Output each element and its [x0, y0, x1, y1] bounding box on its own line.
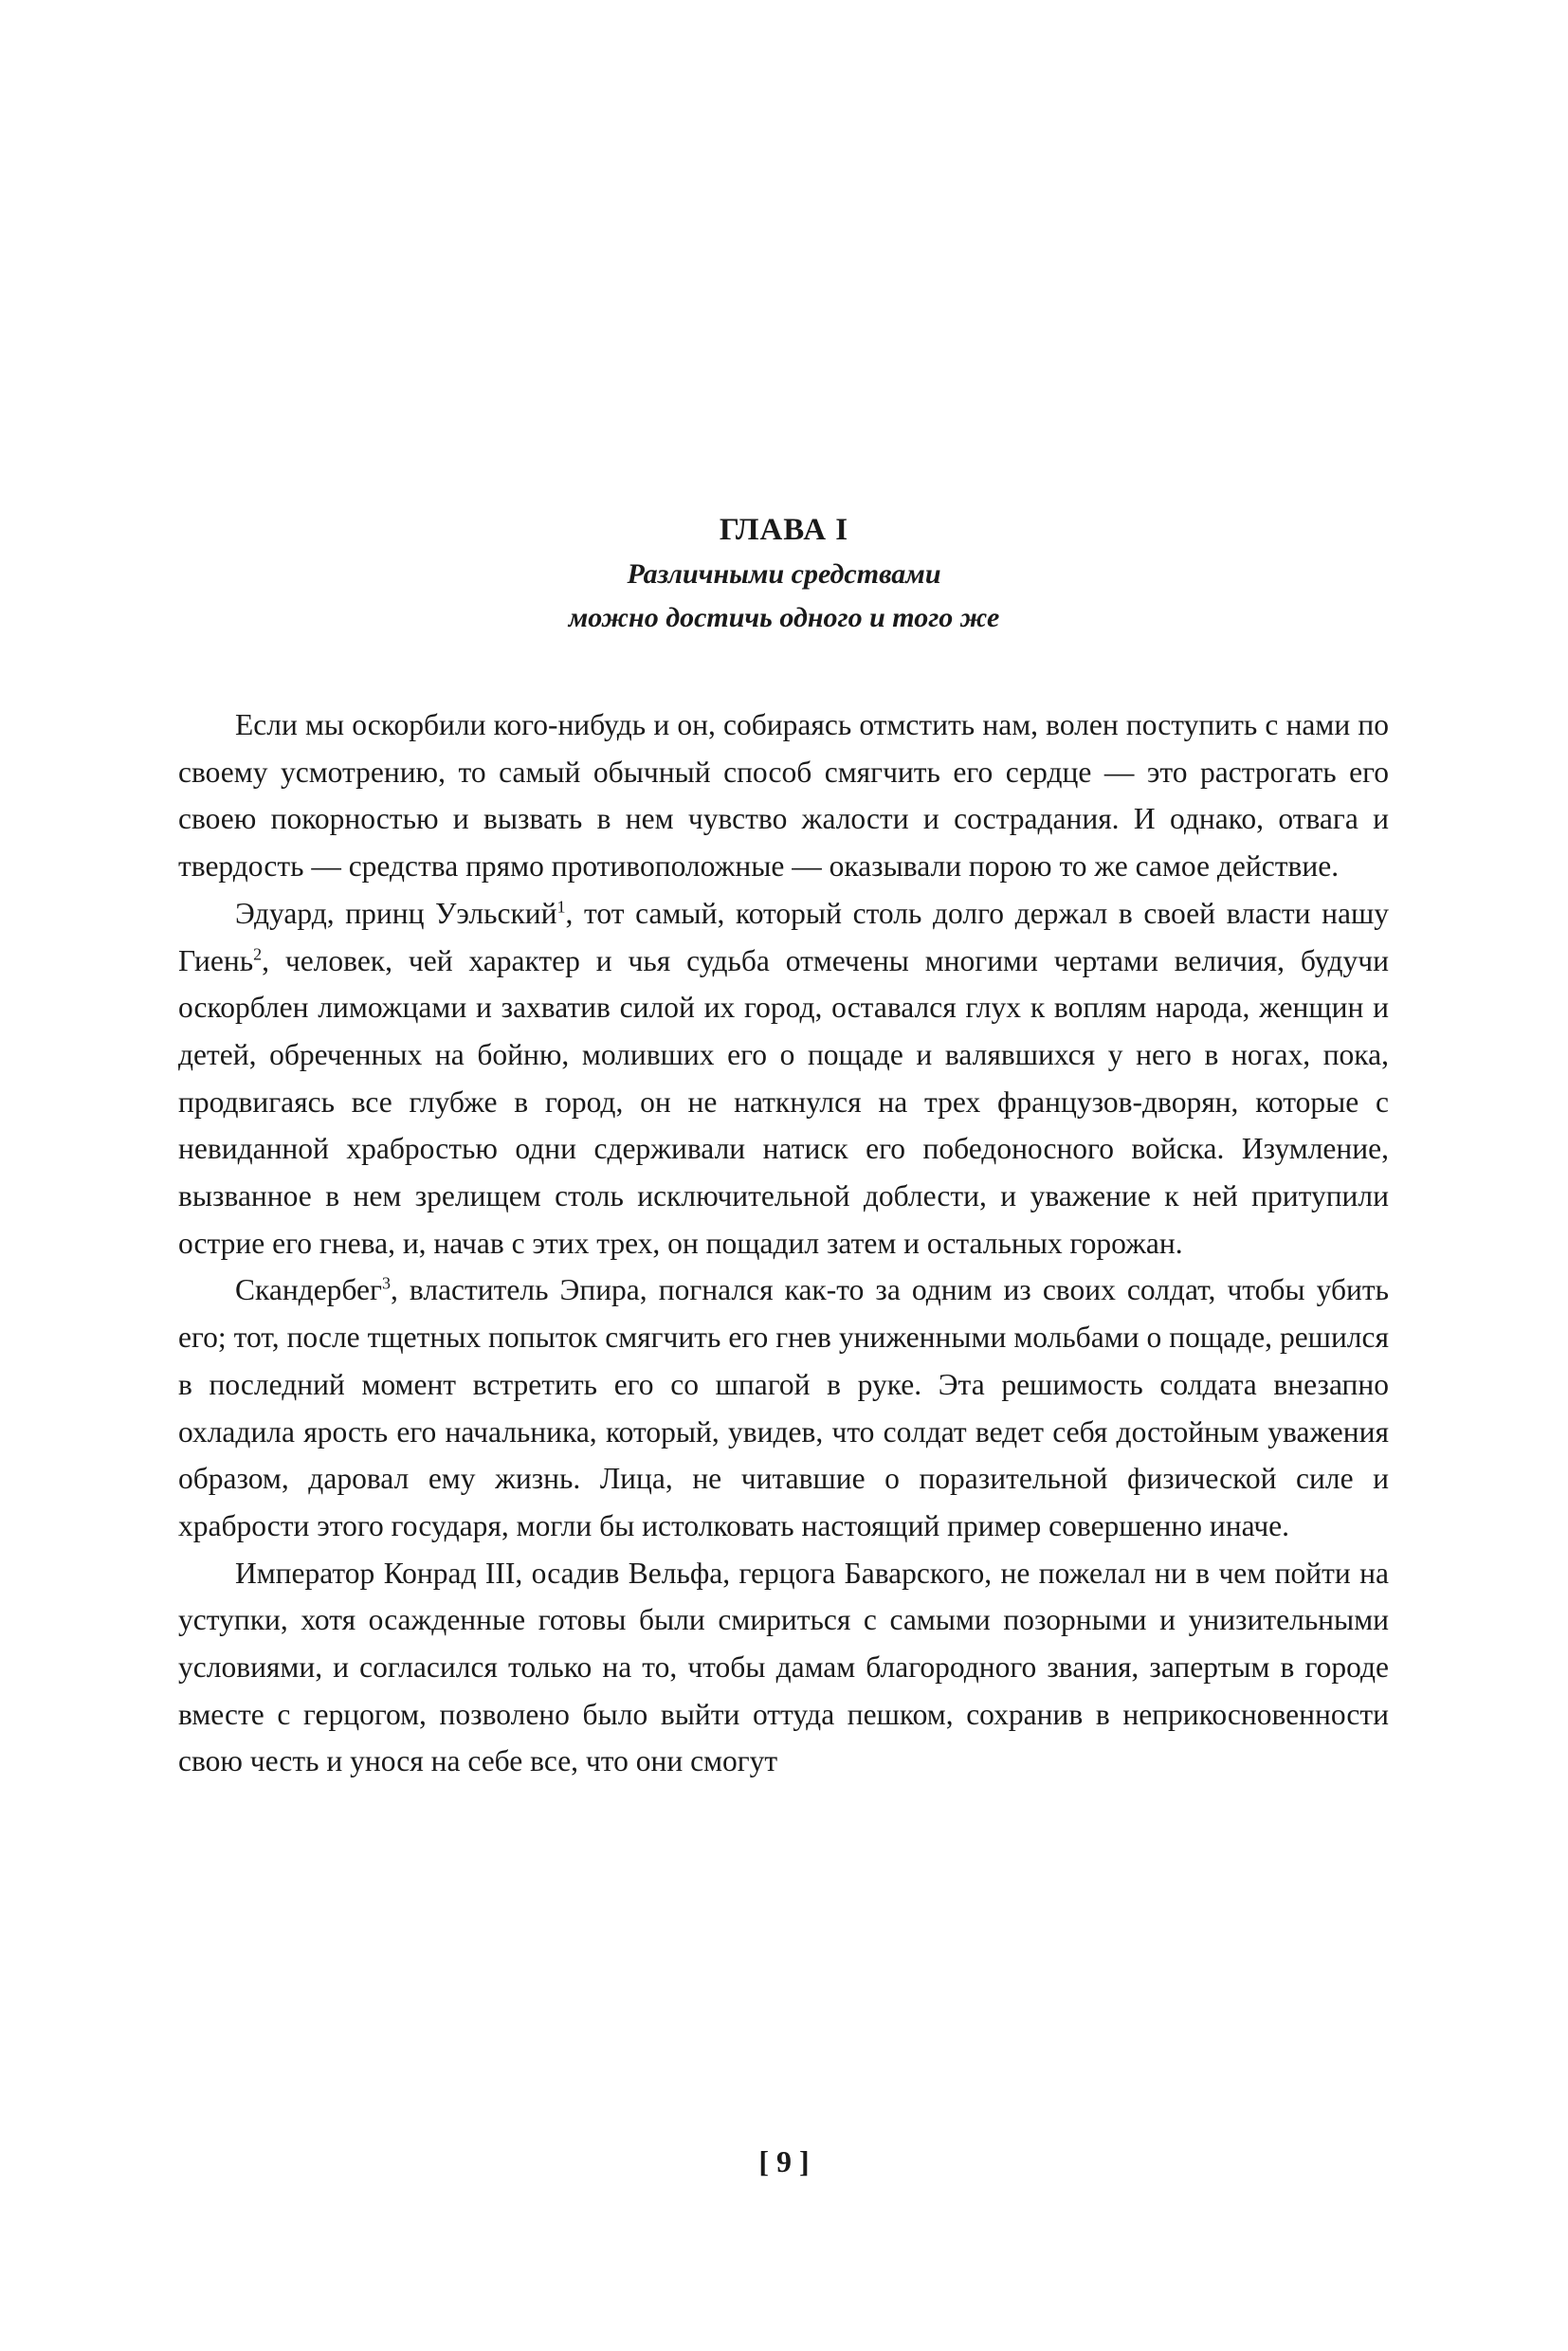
- paragraph-3-part-1: Скандербег: [235, 1273, 382, 1307]
- chapter-title: ГЛАВА I: [719, 513, 849, 547]
- paragraph-4: Император Конрад III, осадив Вельфа, герцога Баварского, не пожелал ни в чем пойти на уступки, хотя осажденные готовы были смириться с самыми позорными и унизительными условиями, и согласился только на то, чтобы дамам благородного звания, запертым в городе вместе с герцогом, позволено было выйти оттуда пешком, сохранив в неприкосновенности свою честь и унося на себе все, что они смогут: [178, 1556, 1389, 1778]
- paragraph-3: [178, 1267, 1389, 1549]
- paragraph-3-part-2: , властитель Эпира, погнался как-то за одним из своих солдат, чтобы убить его; тот, после тщетных попыток смягчить его гнев униженными мольбами о пощаде, решился в последний момент встретить его со шпагой в руке. Эта решимость солдата внезапно охладила ярость его начальника, который, увидев, что солдат ведет себя достойным уважения образом, даровал ему жизнь. Лица, не читавшие о поразительной физической силе и храбрости этого государя, могли бы истолковать настоящий пример совершенно иначе.: [178, 1273, 1389, 1542]
- chapter-heading: [0, 507, 1568, 640]
- chapter-subtitle-line-2: можно достичь одного и того же: [568, 602, 1000, 633]
- paragraph-2: [178, 890, 1389, 1267]
- paragraph-2-part-3: , человек, чей характер и чья судьба отмечены многими чертами величия, будучи оскорблен лиможцами и захватив силой их город, оставался глух к воплям народа, женщин и детей, обреченных на бойню, моливших его о пощаде и валявшихся у него в ногах, пока, продвигаясь все глубже в город, он не наткнулся на трех французов-дворян, которые с невиданной храбростью одни сдерживали натиск его победоносного войска. Изумление, вызванное в нем зрелищем столь исключительной доблести, и уважение к ней притупили острие его гнева, и, начав с этих трех, он пощадил затем и остальных горожан.: [178, 943, 1389, 1260]
- paragraph-2-part-1: Эдуард, принц Уэльский: [235, 896, 557, 930]
- body-text: [178, 702, 1389, 1785]
- footnote-marker-2: 2: [253, 944, 263, 964]
- footnote-marker-3: 3: [381, 1273, 391, 1293]
- page-number: [ 9 ]: [758, 2144, 810, 2178]
- footnote-marker-1: 1: [556, 897, 566, 917]
- paragraph-1: Если мы оскорбили кого-нибудь и он, собираясь отмстить нам, волен поступить с нами по своему усмотрению, то самый обычный способ смягчить его сердце — это растрогать его своею покорностью и вызвать в нем чувство жалости и сострадания. И однако, отвага и твердость — средства прямо противоположные — оказывали порою то же самое действие.: [178, 708, 1389, 884]
- paragraph-2-part-2: , тот самый, который столь долго держал в своей власти нашу Гиень: [178, 896, 1389, 977]
- chapter-subtitle-line-1: Различными средствами: [627, 558, 941, 590]
